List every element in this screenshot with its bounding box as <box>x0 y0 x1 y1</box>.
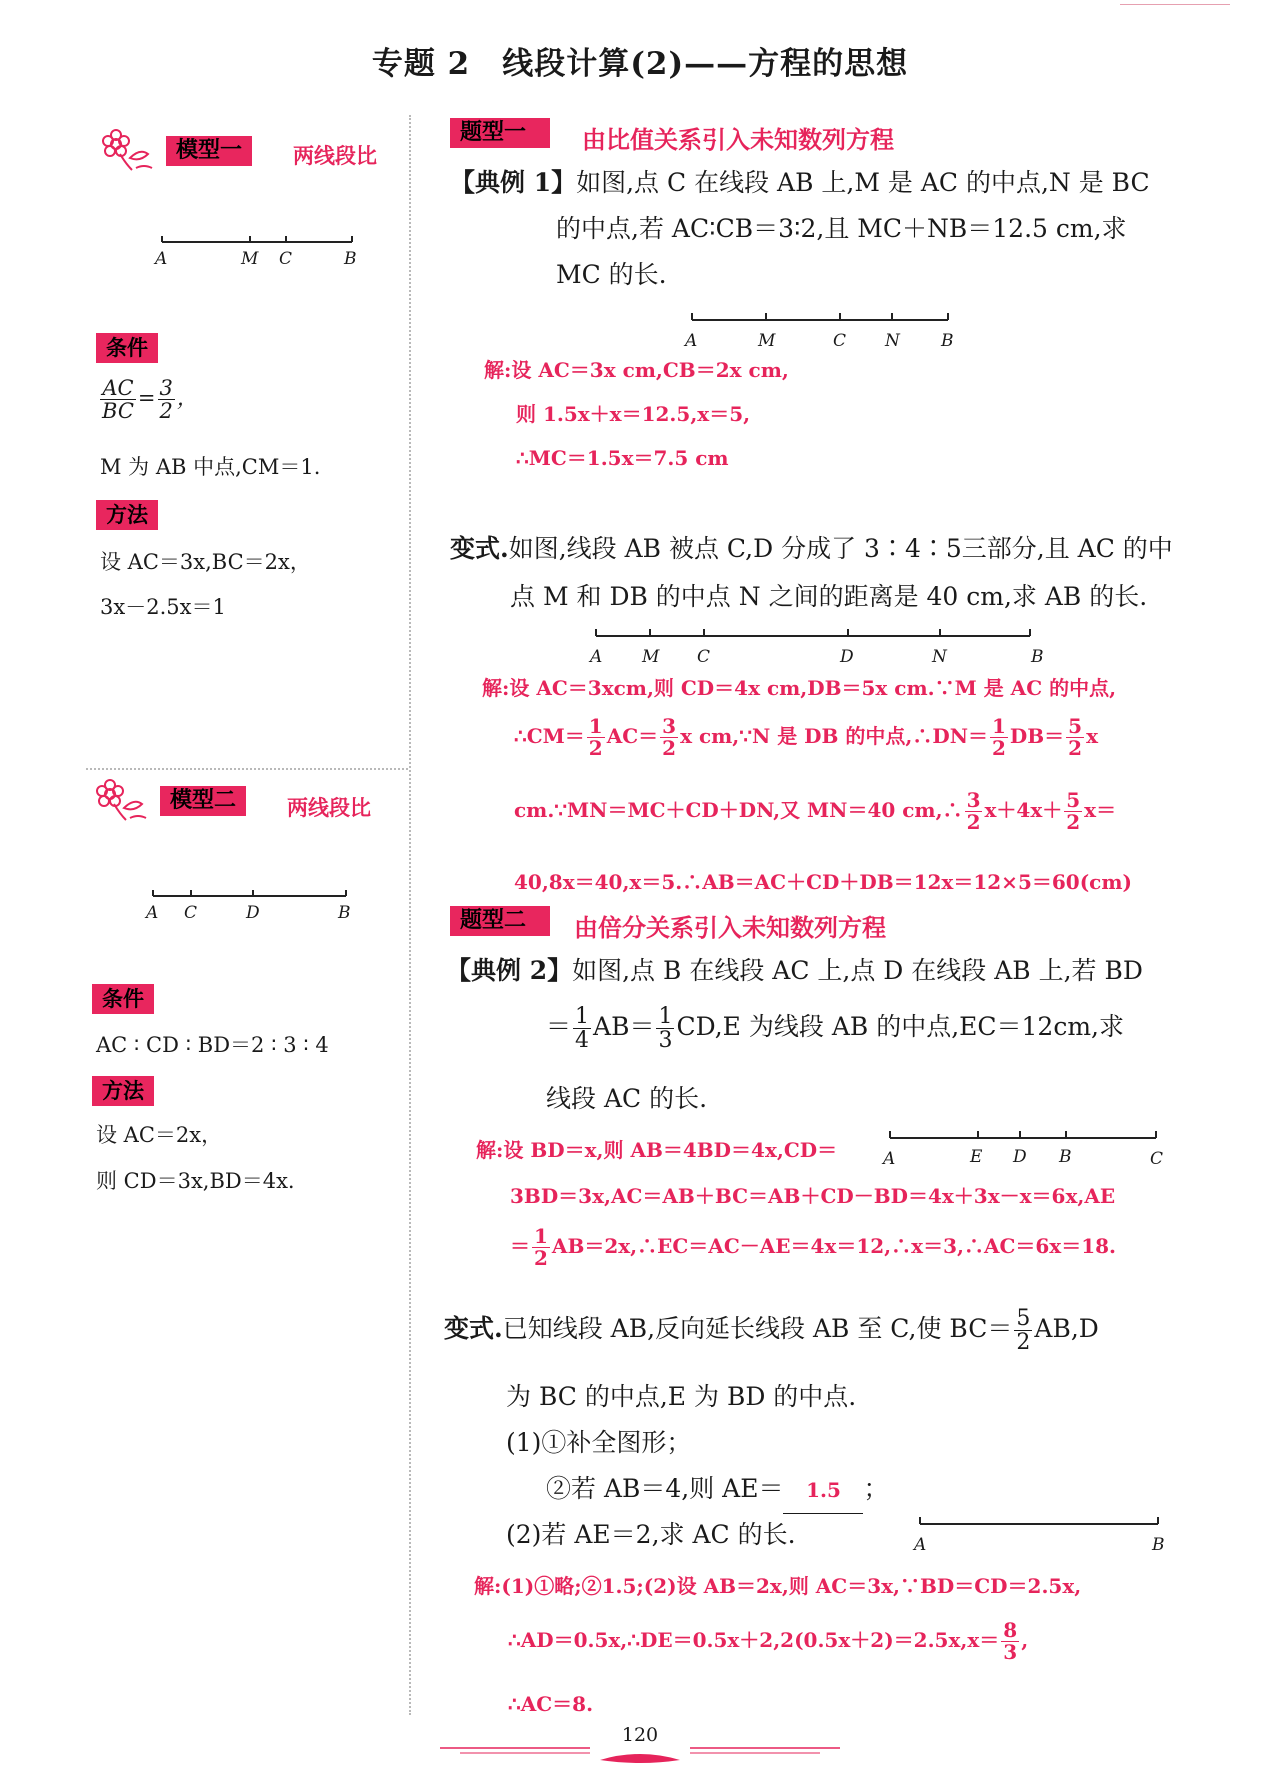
model1-method-tag: 方法 <box>96 500 158 530</box>
example2-solution-line1: 解:设 BD＝x,则 AB＝4BD＝4x,CD＝ <box>476 1138 838 1162</box>
model1-subtitle: 两线段比 <box>293 144 377 168</box>
type2-title: 由倍分关系引入未知数列方程 <box>574 914 886 942</box>
point-label: M <box>758 331 776 351</box>
point-label: C <box>279 249 293 268</box>
variant1-label: 变式. <box>450 534 509 563</box>
variant1-line1: 变式.如图,线段 AB 被点 C,D 分成了 3∶4∶5三部分,且 AC 的中 <box>450 534 1173 563</box>
point-label: B <box>1059 1147 1072 1167</box>
variant1-solution-line3: cm.∵MN＝MC＋CD＋DN,又 MN＝40 cm,∴ $\frac{3}{2}$ x＋4x＋ $\frac{5}{2}$ x＝ <box>514 788 1117 834</box>
point-label: B <box>338 903 351 923</box>
model2-tag: 模型二 <box>160 786 246 816</box>
model1-condition-ratio: $\frac{AC}{BC}$ = $\frac{3}{2}$ ， <box>102 376 198 424</box>
variant2-segment-diagram <box>910 1508 1170 1554</box>
point-label: D <box>840 647 854 667</box>
variant2-question1: (1)①补全图形； <box>506 1428 692 1457</box>
variant2-question1-part2: ②若 AB＝4,则 AE＝ 1.5 ； <box>546 1466 889 1514</box>
point-label: A <box>883 1149 896 1169</box>
answer-blank: 1.5 <box>783 1467 863 1514</box>
model-divider <box>86 768 408 770</box>
model1-method-line2: 3x－2.5x＝1 <box>100 595 226 619</box>
variant1-solution-line4: 40,8x＝40,x＝5.∴AB＝AC＋CD＋DB＝12x＝12×5＝60(cm) <box>514 870 1132 894</box>
point-label: E <box>970 1147 983 1167</box>
point-label: A <box>146 903 159 923</box>
example2-label: 【典例 2】 <box>446 956 573 985</box>
variant2-solution-line3: ∴AC＝8. <box>508 1692 594 1716</box>
variant1-segment-diagram <box>588 622 1048 668</box>
example1-segment-diagram <box>680 308 970 352</box>
point-label: C <box>697 647 711 667</box>
top-decor-line <box>1120 4 1230 5</box>
point-label: B <box>1031 647 1044 667</box>
variant1-solution-line1: 解:设 AC＝3xcm,则 CD＝4x cm,DB＝5x cm.∵M 是 AC 的中点, <box>482 676 1117 700</box>
example1-label: 【典例 1】 <box>450 168 577 197</box>
model1-condition-tag: 条件 <box>96 333 158 363</box>
model1-condition-line2: M 为 AB 中点,CM＝1. <box>100 455 321 479</box>
point-label: A <box>155 249 168 268</box>
example2-solution-line2: 3BD＝3x,AC＝AB＋BC＝AB＋CD－BD＝4x＋3x－x＝6x,AE <box>510 1184 1116 1208</box>
model2-method-line2: 则 CD＝3x,BD＝4x. <box>96 1169 295 1193</box>
variant2-label: 变式. <box>444 1314 503 1343</box>
point-label: D <box>1013 1147 1027 1167</box>
point-label: C <box>833 331 847 351</box>
model2-subtitle: 两线段比 <box>287 796 371 820</box>
model2-condition-line1: AC ∶ CD ∶ BD＝2 ∶ 3 ∶ 4 <box>96 1033 329 1057</box>
variant1-line2: 点 M 和 DB 的中点 N 之间的距离是 40 cm,求 AB 的长. <box>510 582 1148 611</box>
model1-segment-diagram <box>140 228 370 268</box>
type1-tag: 题型一 <box>450 118 550 148</box>
example1-solution-line1: 解:设 AC＝3x cm,CB＝2x cm, <box>484 358 789 382</box>
point-label: A <box>590 647 603 667</box>
example2-line3: 线段 AC 的长. <box>546 1084 708 1113</box>
point-label: A <box>685 331 698 351</box>
example1-line3: MC 的长. <box>556 260 667 289</box>
example1-line2: 的中点,若 AC∶CB＝3∶2,且 MC＋NB＝12.5 cm,求 <box>556 214 1127 243</box>
point-label: M <box>241 249 259 268</box>
point-label: C <box>184 903 198 923</box>
example1-line1: 【典例 1】如图,点 C 在线段 AB 上,M 是 AC 的中点,N 是 BC <box>450 168 1150 197</box>
example2-segment-diagram <box>880 1124 1170 1170</box>
variant2-solution-line1: 解:(1)①略;②1.5;(2)设 AB＝2x,则 AC＝3x,∵BD＝CD＝2.5x, <box>474 1574 1082 1598</box>
type2-tag: 题型二 <box>450 906 550 936</box>
page-number: 120 <box>621 1724 659 1746</box>
model2-condition-tag: 条件 <box>92 984 154 1014</box>
model1-tag: 模型一 <box>166 136 252 166</box>
model2-segment-diagram <box>136 884 366 924</box>
point-label: B <box>1152 1535 1165 1554</box>
example1-solution-line2: 则 1.5x＋x＝12.5,x＝5, <box>516 402 751 426</box>
model2-method-line1: 设 AC＝2x， <box>96 1123 223 1147</box>
point-label: B <box>344 249 357 268</box>
example2-solution-line3: ＝ $\frac{1}{2}$ AB＝2x,∴EC＝AC－AE＝4x＝12,∴x＝3,∴AC＝6x＝18. <box>510 1224 1117 1270</box>
page-title: 专题 2 线段计算(2)——方程的思想 <box>371 46 909 82</box>
point-label: M <box>642 647 660 667</box>
point-label: N <box>885 331 900 351</box>
variant1-solution-line2: ∴CM＝ $\frac{1}{2}$ AC＝ $\frac{3}{2}$ x cm,∵N 是 DB 的中点,∴DN＝ $\frac{1}{2}$ DB＝ $\frac{5}{2}$ x <box>514 714 1099 760</box>
variant2-line1: 变式.已知线段 AB,反向延长线段 AB 至 C,使 BC＝ $\frac{5}{2}$ AB,D <box>444 1305 1099 1355</box>
point-label: N <box>932 647 947 667</box>
example2-line2: ＝ $\frac{1}{4}$ AB＝ $\frac{1}{3}$ CD,E 为线段 AB 的中点,EC＝12cm,求 <box>546 1003 1124 1053</box>
point-label: D <box>246 903 260 923</box>
flower-icon <box>94 778 154 822</box>
variant2-solution-line2: ∴AD＝0.5x,∴DE＝0.5x＋2,2(0.5x＋2)＝2.5x,x＝ $\frac{8}{3}$ , <box>508 1618 1029 1664</box>
point-label: C <box>1150 1149 1164 1169</box>
example1-solution-line3: ∴MC＝1.5x＝7.5 cm <box>516 446 729 470</box>
example2-line1: 【典例 2】如图,点 B 在线段 AC 上,点 D 在线段 AB 上,若 BD <box>446 956 1143 985</box>
point-label: A <box>914 1535 927 1554</box>
column-divider <box>409 115 411 1715</box>
model1-method-line1: 设 AC＝3x,BC＝2x， <box>100 550 311 574</box>
type1-title: 由比值关系引入未知数列方程 <box>582 126 894 154</box>
point-label: B <box>941 331 954 351</box>
variant2-line2: 为 BC 的中点,E 为 BD 的中点. <box>506 1382 857 1411</box>
variant2-question2: (2)若 AE＝2,求 AC 的长. <box>506 1520 796 1549</box>
model2-method-tag: 方法 <box>92 1076 154 1106</box>
flower-icon <box>100 128 160 172</box>
